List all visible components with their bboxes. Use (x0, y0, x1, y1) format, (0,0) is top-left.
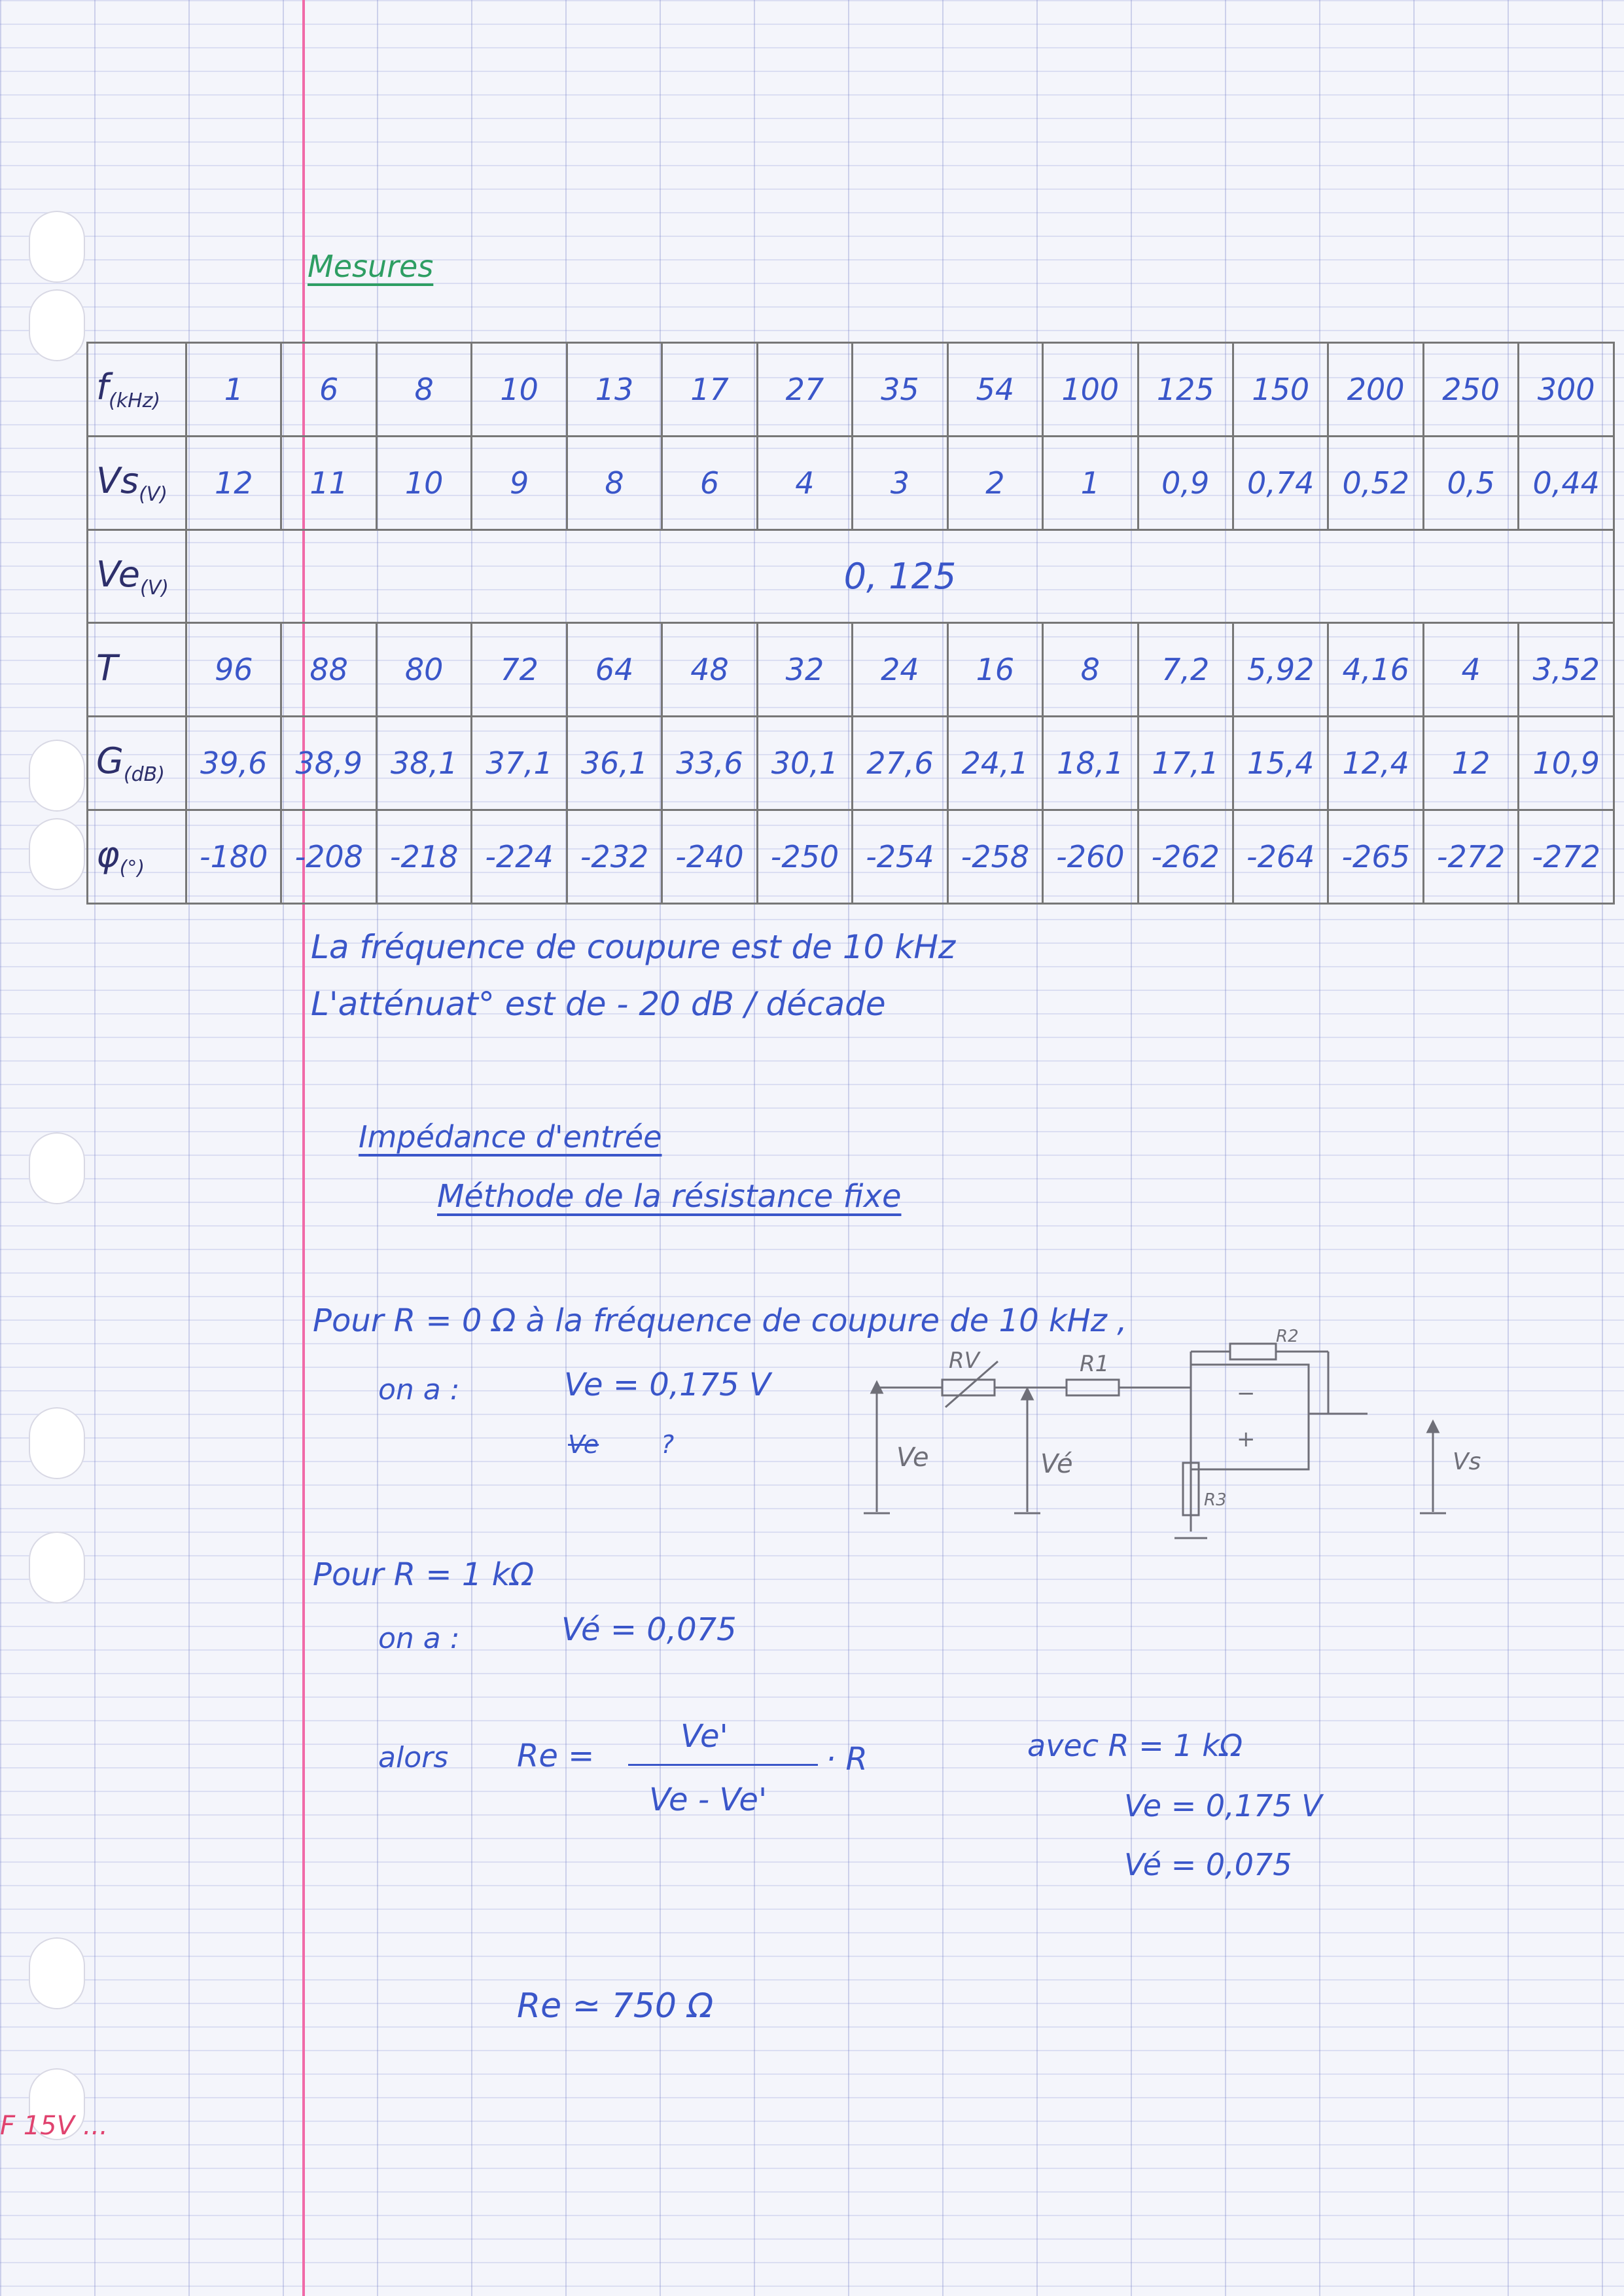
binder-hole (29, 1407, 85, 1479)
table-cell: 64 (567, 623, 662, 717)
table-cell-merged: 0, 125 (186, 529, 1614, 623)
case1-on-a: on a : (378, 1373, 460, 1407)
table-cell: 7,2 (1138, 623, 1233, 717)
table-cell: 6 (281, 343, 376, 437)
table-cell: -260 (1043, 810, 1138, 904)
table-cell: 0,44 (1519, 436, 1614, 529)
table-cell: -218 (376, 810, 471, 904)
table-row (88, 436, 1614, 529)
table-cell: 6 (662, 436, 757, 529)
case2-on-a: on a : (378, 1622, 460, 1655)
table-cell: 1 (1043, 436, 1138, 529)
circuit-diagram (844, 1322, 1505, 1571)
binder-hole (29, 740, 85, 812)
ve-label: Ve (896, 1443, 929, 1473)
table-cell: 9 (472, 436, 567, 529)
table-cell: 8 (1043, 623, 1138, 717)
binder-hole (29, 1532, 85, 1604)
table-cell: 35 (853, 343, 947, 437)
case2-ve-value: Vé = 0,075 (561, 1611, 737, 1648)
row-header: T (88, 623, 186, 717)
formula-numerator: Ve' (680, 1718, 728, 1755)
result: Re ≃ 750 Ω (517, 1986, 714, 2026)
r1-resistor (1067, 1380, 1119, 1395)
table-cell: 8 (376, 343, 471, 437)
table-cell: -264 (1233, 810, 1328, 904)
table-cell: 36,1 (567, 717, 662, 810)
formula-denominator: Ve - Ve' (649, 1782, 768, 1818)
table-cell: 27,6 (853, 717, 947, 810)
binder-hole (29, 211, 85, 283)
opamp-plus: + (1237, 1426, 1256, 1452)
r1-label: R1 (1080, 1351, 1110, 1377)
table-cell: 32 (757, 623, 852, 717)
table-cell: 150 (1233, 343, 1328, 437)
r2-label: R2 (1276, 1327, 1299, 1346)
table-row (88, 717, 1614, 810)
struck-label: Ve (568, 1430, 599, 1459)
table-cell: 11 (281, 436, 376, 529)
table-cell: 12,4 (1328, 717, 1423, 810)
binder-hole (29, 1132, 85, 1204)
table-cell: 13 (567, 343, 662, 437)
opamp-minus: − (1237, 1380, 1256, 1407)
table-cell: -224 (472, 810, 567, 904)
case1-intro: Pour R = 0 Ω à la fréquence de coupure de 10 kHz , (313, 1302, 1127, 1339)
table-cell: 12 (1423, 717, 1518, 810)
vs-arrow (1428, 1422, 1438, 1432)
avec-ve-prime: Vé = 0,075 (1124, 1847, 1292, 1882)
table-cell: 0,5 (1423, 436, 1518, 529)
measurements-table (86, 342, 1615, 905)
table-cell: 1 (186, 343, 281, 437)
row-header: $\varphi_{(^\circ)}$ (88, 810, 186, 904)
avec-ve: Ve = 0,175 V (1124, 1788, 1322, 1823)
table-cell: 24 (853, 623, 947, 717)
table-cell: 250 (1423, 343, 1518, 437)
table-cell: 200 (1328, 343, 1423, 437)
table-cell: 72 (472, 623, 567, 717)
table-row (88, 623, 1614, 717)
rv-label: RV (949, 1348, 980, 1374)
r2-resistor (1230, 1344, 1276, 1359)
table-cell: 3,52 (1519, 623, 1614, 717)
fraction-bar (628, 1764, 818, 1766)
case2-intro: Pour R = 1 kΩ (313, 1556, 535, 1593)
row-header: $G_{(dB)}$ (88, 717, 186, 810)
table-cell: 54 (947, 343, 1042, 437)
binder-hole (29, 289, 85, 361)
table-cell: -208 (281, 810, 376, 904)
table-cell: -262 (1138, 810, 1233, 904)
table-cell: 88 (281, 623, 376, 717)
formula-alors: alors (378, 1741, 449, 1774)
impedance-heading: Impédance d'entrée (359, 1119, 662, 1155)
page-title: Mesures (308, 249, 434, 284)
table-cell: -232 (567, 810, 662, 904)
table-cell: 30,1 (757, 717, 852, 810)
attenuation-note: L'atténuat° est de - 20 dB / décade (311, 985, 886, 1023)
table-cell: 15,4 (1233, 717, 1328, 810)
table-cell: 125 (1138, 343, 1233, 437)
binder-hole (29, 1937, 85, 2009)
table-cell: 24,1 (947, 717, 1042, 810)
table-cell: 96 (186, 623, 281, 717)
table-cell: -180 (186, 810, 281, 904)
table-cell: 37,1 (472, 717, 567, 810)
row-header: $Vs_{(V)}$ (88, 436, 186, 529)
table-cell: -250 (757, 810, 852, 904)
table-cell: 48 (662, 623, 757, 717)
vep-label: Vé (1040, 1449, 1073, 1479)
table-cell: 4 (1423, 623, 1518, 717)
table-cell: 39,6 (186, 717, 281, 810)
table-cell: 16 (947, 623, 1042, 717)
table-cell: 0,52 (1328, 436, 1423, 529)
table-cell: -272 (1423, 810, 1518, 904)
table-cell: 10,9 (1519, 717, 1614, 810)
table-cell: 80 (376, 623, 471, 717)
table-cell: -240 (662, 810, 757, 904)
struck-question: ? (661, 1430, 675, 1459)
table-cell: 10 (472, 343, 567, 437)
table-cell: 12 (186, 436, 281, 529)
table-cell: 27 (757, 343, 852, 437)
cutoff-note: La fréquence de coupure est de 10 kHz (311, 928, 956, 966)
table-cell: 4 (757, 436, 852, 529)
r3-label: R3 (1204, 1490, 1227, 1510)
table-cell: 33,6 (662, 717, 757, 810)
table-cell: 100 (1043, 343, 1138, 437)
table-row (88, 529, 1614, 623)
table-cell: 18,1 (1043, 717, 1138, 810)
table-cell: 4,16 (1328, 623, 1423, 717)
row-header: $f_{(kHz)}$ (88, 343, 186, 437)
table-cell: 5,92 (1233, 623, 1328, 717)
table-cell: 10 (376, 436, 471, 529)
table-cell: 38,9 (281, 717, 376, 810)
method-heading: Méthode de la résistance fixe (437, 1178, 902, 1215)
table-cell: 300 (1519, 343, 1614, 437)
table-cell: 17 (662, 343, 757, 437)
case1-ve-value: Ve = 0,175 V (564, 1367, 771, 1403)
table-cell: 0,9 (1138, 436, 1233, 529)
avec-r: avec R = 1 kΩ (1027, 1728, 1243, 1763)
table-cell: 3 (853, 436, 947, 529)
table-cell: 17,1 (1138, 717, 1233, 810)
table-cell: -272 (1519, 810, 1614, 904)
table-cell: 38,1 (376, 717, 471, 810)
table-cell: 0,74 (1233, 436, 1328, 529)
table-cell: -258 (947, 810, 1042, 904)
table-cell: 8 (567, 436, 662, 529)
binder-hole (29, 818, 85, 890)
table-cell: -265 (1328, 810, 1423, 904)
table-cell: 2 (947, 436, 1042, 529)
vep-arrow (1022, 1389, 1033, 1399)
margin-note: F 15V ... (0, 2111, 108, 2141)
table-row (88, 343, 1614, 437)
table-row (88, 810, 1614, 904)
row-header: $Ve_{(V)}$ (88, 529, 186, 623)
vs-label: Vs (1453, 1448, 1481, 1475)
formula-tail: · R (826, 1741, 868, 1778)
table-cell: -254 (853, 810, 947, 904)
formula-re: Re = (517, 1738, 595, 1774)
